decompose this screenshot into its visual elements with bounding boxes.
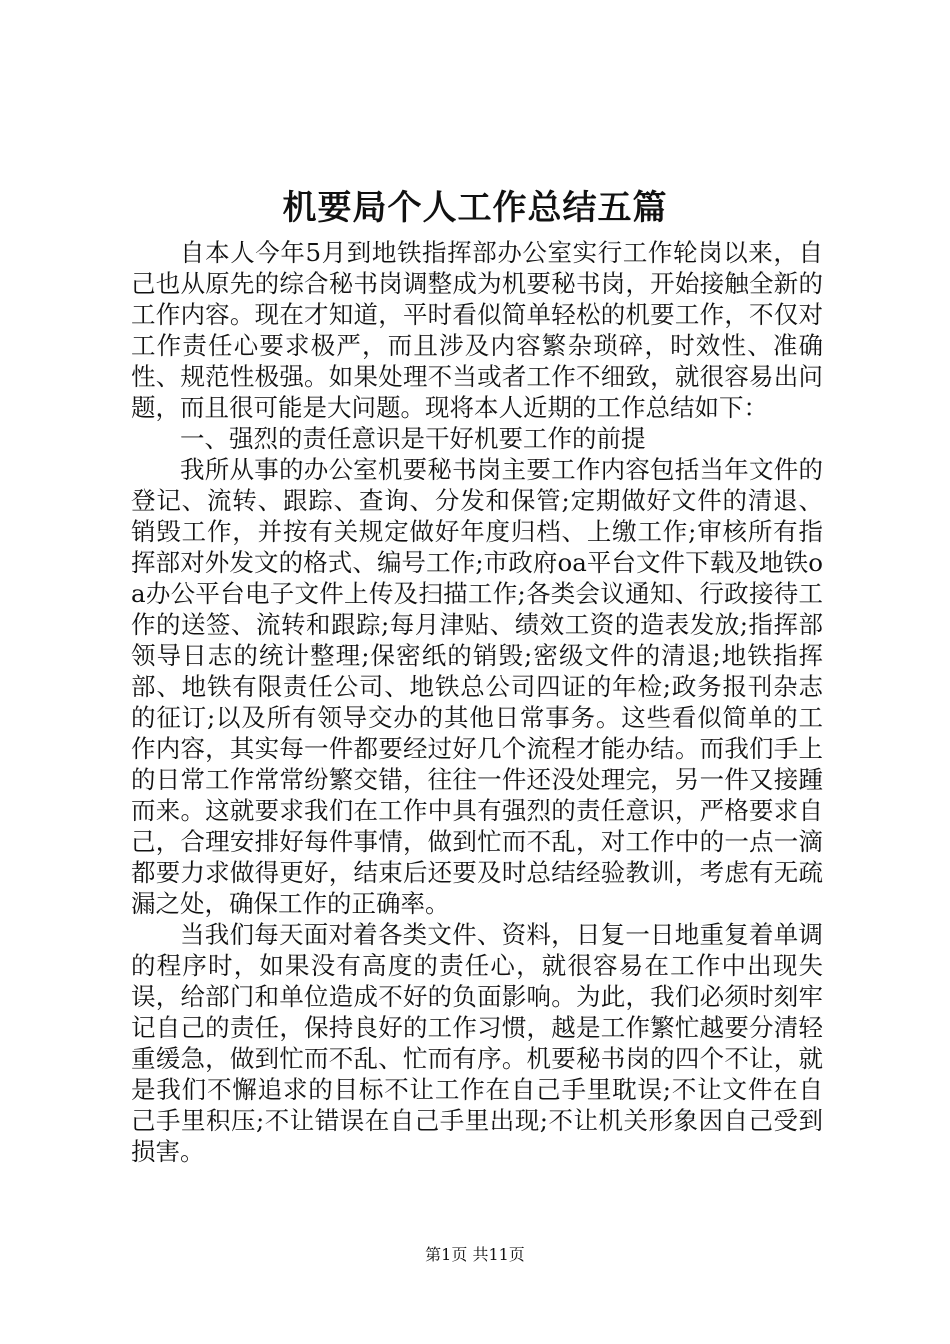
body-paragraph-2: 当我们每天面对着各类文件、资料，日复一日地重复着单调的程序时，如果没有高度的责任心，就很容易在工作中出现失误，给部门和单位造成不好的负面影响。为此，我们必须时刻牢记自己的责任，保持良好的工作习惯，越是工作繁忙越要分清轻重缓急，做到忙而不乱、忙而有序。机要秘书岗的四个不让，就是我们不懈追求的目标不让工作在自己手里耽误;不让文件在自己手里积压;不让错误在自己手里出现;不让机关形象因自己受到损害。 bbox=[131, 920, 823, 1166]
page-footer: 第1页 共11页 bbox=[425, 1245, 525, 1264]
intro-paragraph: 自本人今年5月到地铁指挥部办公室实行工作轮岗以来，自己也从原先的综合秘书岗调整成为机要秘书岗，开始接触全新的工作内容。现在才知道，平时看似简单轻松的机要工作，不仅对工作责任心要求极严，而且涉及内容繁杂琐碎，时效性、准确性、规范性极强。如果处理不当或者工作不细致，就很容易出问题，而且很可能是大问题。现将本人近期的工作总结如下： bbox=[131, 238, 823, 422]
body-paragraph-1: 我所从事的办公室机要秘书岗主要工作内容包括当年文件的登记、流转、跟踪、查询、分发和保管;定期做好文件的清退、销毁工作，并按有关规定做好年度归档、上缴工作;审核所有指挥部对外发文的格式、编号工作;市政府oa平台文件下载及地铁oa办公平台电子文件上传及扫描工作;各类会议通知、行政接待工作的送签、流转和跟踪;每月津贴、绩效工资的造表发放;指挥部领导日志的统计整理;保密纸的销毁;密级文件的清退;地铁指挥部、地铁有限责任公司、地铁总公司四证的年检;政务报刊杂志的征订;以及所有领导交办的其他日常事务。这些看似简单的工作内容，其实每一件都要经过好几个流程才能办结。而我们手上的日常工作常常纷繁交错，往往一件还没处理完，另一件又接踵而来。这就要求我们在工作中具有强烈的责任意识，严格要求自己，合理安排好每件事情，做到忙而不乱，对工作中的一点一滴都要力求做得更好，结束后还要及时总结经验教训，考虑有无疏漏之处，确保工作的正确率。 bbox=[131, 455, 823, 918]
document-title: 机要局个人工作总结五篇 bbox=[282, 188, 668, 228]
document-body bbox=[131, 237, 823, 1167]
section-heading-1: 一、强烈的责任意识是干好机要工作的前提 bbox=[180, 424, 646, 453]
